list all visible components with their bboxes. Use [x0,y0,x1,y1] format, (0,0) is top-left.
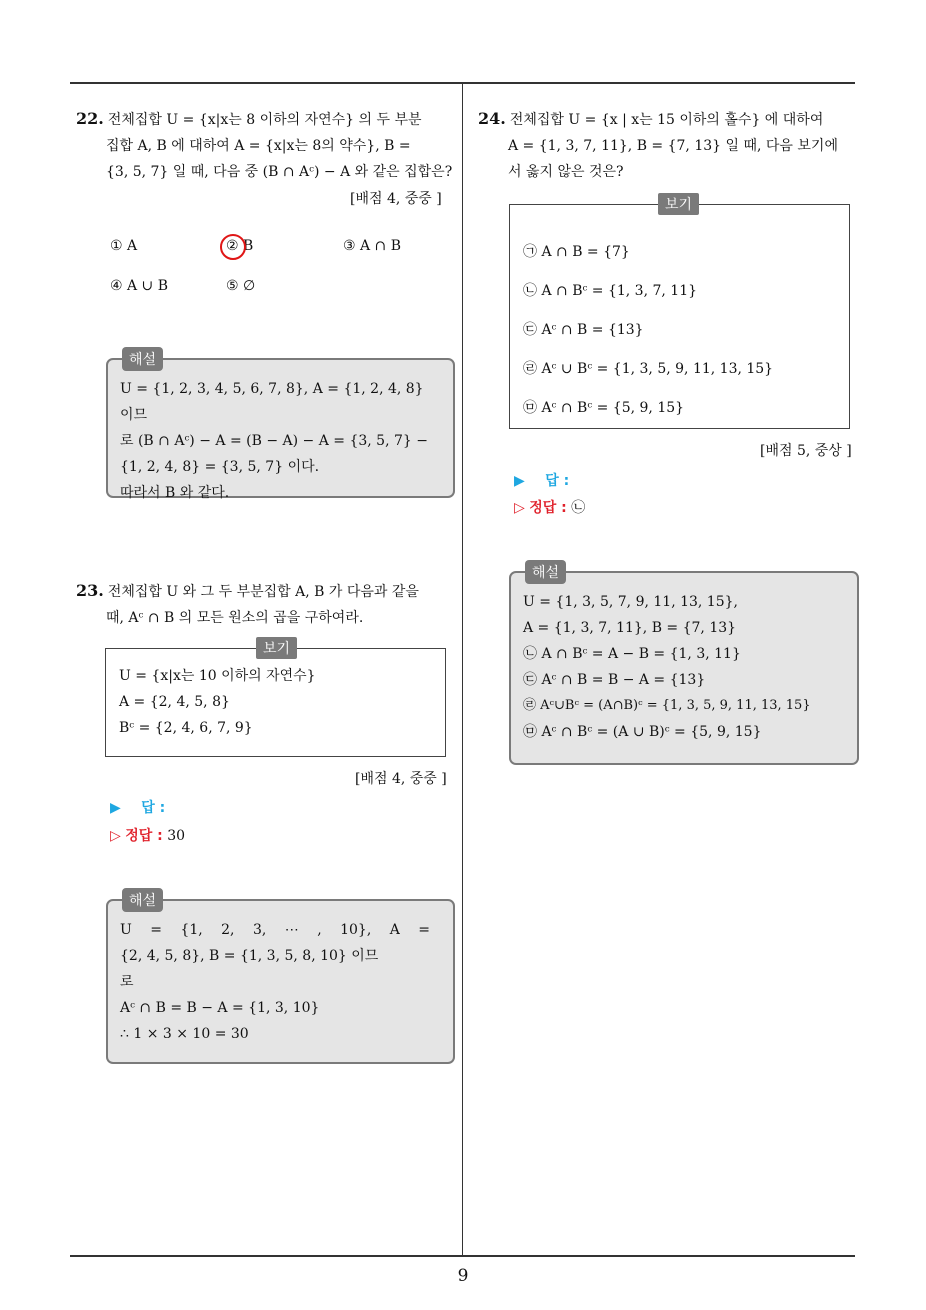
answer-row [514,470,569,490]
solution-tag: 해설 [525,560,566,584]
correct-answer-row [110,825,185,845]
question-text-line: 집합 A, B 에 대하여 A = {x|x는 8의 약수}, B = [106,138,411,154]
example-tag: 보기 [658,193,699,215]
correct-answer-row [514,497,585,517]
example-tag: 보기 [256,637,297,659]
bottom-rule [70,1255,855,1257]
question-text-line: 전체집합 U = {x | x는 15 이하의 홀수} 에 대하여 [509,112,824,128]
example-line: A = {2, 4, 5, 8} [119,694,230,710]
correct-answer-value: 30 [167,828,186,844]
solution-tag: 해설 [122,347,163,371]
example-box-24 [509,197,850,429]
question-22 [76,106,456,185]
example-line: U = {x|x는 10 이하의 자연수} [119,668,316,684]
answer-row [110,797,165,817]
example-line: ㉡ A ∩ Bᶜ = {1, 3, 7, 11} [523,283,698,299]
correct-answer-label: 정답 : [529,500,567,516]
score-label: [배점 4, 중중 ] [350,191,442,207]
option-1[interactable]: ① A [110,238,138,254]
question-number: 24. [478,109,506,128]
solution-line: 따라서 B 와 같다. [120,485,230,501]
example-line: ㉠ A ∩ B = {7} [523,244,630,260]
play-icon: ▶ [110,800,121,816]
score-label: [배점 4, 중중 ] [355,771,447,787]
question-text-line: A = {1, 3, 7, 11}, B = {7, 13} 일 때, 다음 보기에 [508,138,838,154]
option-5[interactable]: ⑤ ∅ [226,278,256,294]
question-text-line: 때, Aᶜ ∩ B 의 모든 원소의 곱을 구하여라. [106,610,364,626]
play-icon: ▶ [514,473,525,489]
option-3[interactable]: ③ A ∩ B [343,238,402,254]
column-divider [462,84,463,1256]
solution-line: ㉡ A ∩ Bᶜ = A − B = {1, 3, 11} [523,646,741,662]
solution-line: ㉤ Aᶜ ∩ Bᶜ = (A ∪ B)ᶜ = {5, 9, 15} [523,724,762,740]
solution-line: U = {1, 3, 5, 7, 9, 11, 13, 15}, [523,594,738,610]
question-text-line: {3, 5, 7} 일 때, 다음 중 (B ∩ Aᶜ) − A 와 같은 집합은? [106,164,453,180]
solution-box-23 [106,893,455,1064]
question-text-line: 전체집합 U = {x|x는 8 이하의 자연수} 의 두 부분 [107,112,422,128]
triangle-outline-icon: ▷ [514,500,525,516]
solution-box-24 [509,565,859,765]
answer-label: 답 : [141,800,166,816]
option-4[interactable]: ④ A ∪ B [110,278,169,294]
solution-line: U = {1, 2, 3, ⋯ , 10}, A = [120,922,431,938]
solution-line: ㉣ Aᶜ∪Bᶜ = (A∩B)ᶜ = {1, 3, 5, 9, 11, 13, 15} [523,698,811,713]
solution-line: ㉢ Aᶜ ∩ B = B − A = {13} [523,672,706,688]
answer-label: 답 : [545,473,570,489]
solution-line: {1, 2, 4, 8} = {3, 5, 7} 이다. [120,459,320,475]
solution-line: 로 [120,974,134,990]
correct-answer-label: 정답 : [125,828,163,844]
solution-line: {2, 4, 5, 8}, B = {1, 3, 5, 8, 10} 이므 [120,948,379,964]
solution-line: Aᶜ ∩ B = B − A = {1, 3, 10} [120,1000,320,1016]
solution-line: A = {1, 3, 7, 11}, B = {7, 13} [523,620,737,636]
correct-answer-value: ㉡ [571,500,586,516]
question-number: 22. [76,109,104,128]
example-line: ㉤ Aᶜ ∩ Bᶜ = {5, 9, 15} [523,400,685,416]
solution-tag: 해설 [122,888,163,912]
solution-line: ∴ 1 × 3 × 10 = 30 [120,1026,249,1042]
question-24 [478,106,863,185]
page-number: 9 [457,1266,469,1286]
example-line: Bᶜ = {2, 4, 6, 7, 9} [119,720,253,736]
example-box-23 [105,641,446,757]
example-line: ㉣ Aᶜ ∪ Bᶜ = {1, 3, 5, 9, 11, 13, 15} [523,361,774,377]
question-23 [76,578,456,631]
option-2[interactable]: ② B [226,238,254,254]
question-text-line: 서 옳지 않은 것은? [508,164,624,180]
score-label: [배점 5, 중상 ] [760,443,852,459]
solution-line: 로 (B ∩ Aᶜ) − A = (B − A) − A = {3, 5, 7} − [120,433,428,449]
solution-line: U = {1, 2, 3, 4, 5, 6, 7, 8}, A = {1, 2, 4, 8} 이므 [120,381,424,423]
question-number: 23. [76,581,104,600]
example-line: ㉢ Aᶜ ∩ B = {13} [523,322,644,338]
triangle-outline-icon: ▷ [110,828,121,844]
solution-box-22 [106,352,455,501]
selected-answer-mark-icon [220,234,246,260]
question-text-line: 전체집합 U 와 그 두 부분집합 A, B 가 다음과 같을 [107,584,419,600]
